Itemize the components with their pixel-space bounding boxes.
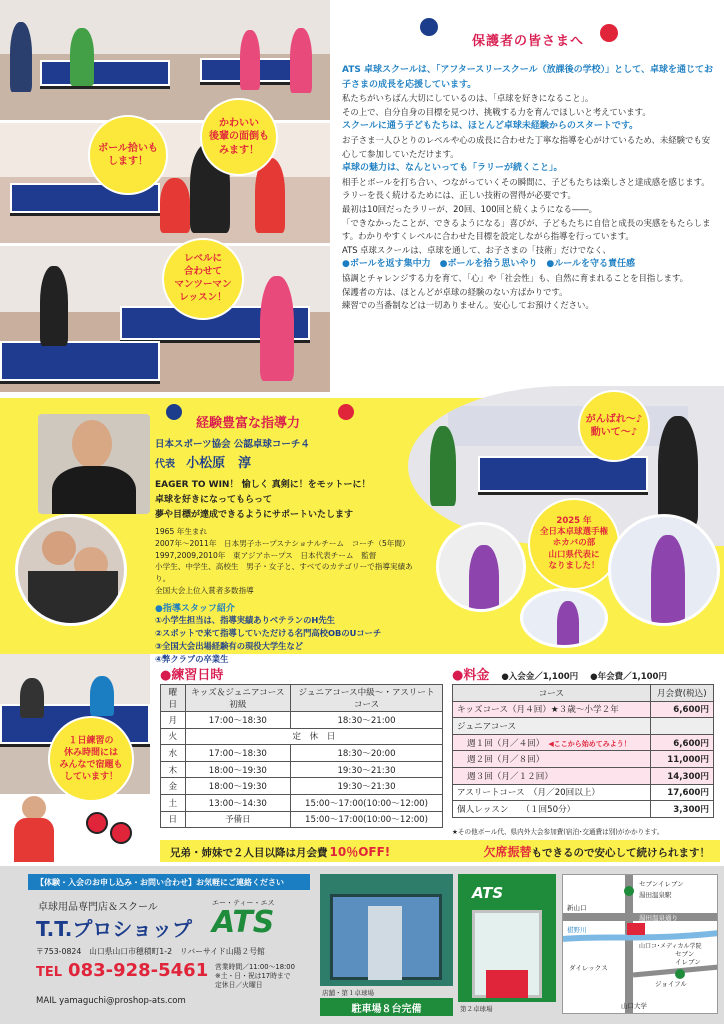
tel-label: TEL	[36, 965, 63, 980]
fees-price	[650, 718, 713, 735]
schedule-kids-time: 17:00〜18:30	[185, 712, 290, 729]
fees-row	[453, 701, 714, 718]
fees-course-name: 週１回（月／４回）	[467, 738, 545, 749]
fees-row	[453, 767, 714, 784]
fees-course-name: キッズコース（月４回）★３歳〜小学２年	[457, 705, 619, 716]
fees-price: 3,300円	[650, 801, 713, 818]
logo-kana: エー・ティー・エス	[212, 899, 275, 907]
fees-title: ●料金	[452, 668, 490, 683]
schedule-kids-time: 13:00〜14:30	[185, 794, 290, 811]
fees-row	[453, 718, 714, 735]
map-label-shinyamaguchi: 新山口	[567, 904, 587, 912]
photo-store-front	[320, 874, 453, 986]
fees-header: 月会費(税込)	[650, 685, 713, 702]
business-hours: 営業時間／11:00〜18:00	[215, 963, 295, 971]
schedule-day: 火	[161, 728, 186, 745]
fees-price: 6,600円	[650, 701, 713, 718]
shop-email[interactable]: MAIL yamaguchi@proshop-ats.com	[36, 996, 186, 1006]
schedule-kids-time: 17:00〜18:30	[185, 745, 290, 762]
map-label-direx: ダイレックス	[569, 964, 608, 972]
intro-paragraph: 協調とチャレンジする力を育て、「心」や「社会性」も、自然に育まれることを目指します。	[342, 272, 689, 283]
parents-message-body	[342, 63, 714, 313]
paddle-icon	[86, 812, 108, 834]
fees-course-name: 週２回（月／８回）	[467, 755, 545, 766]
coach-bio-line: 1997,2009,2010年 東アジアホープス 日本代表チーム 監督	[155, 550, 377, 560]
parents-message	[342, 30, 714, 313]
schedule-day: 日	[161, 811, 186, 828]
business-hours-weekend: ※土・日・祝は17時まで	[215, 972, 291, 981]
intro-paragraph: ATS 卓球スクールは、卓球を通して、お子さまの「技術」だけでなく、	[342, 244, 611, 255]
schedule-row	[161, 728, 443, 745]
intro-paragraph: 私たちがいちばん大切にしているのは、「卓球を好きになること」。	[342, 93, 594, 104]
map-label-yuda-street: 湯田温泉通り	[639, 914, 678, 922]
fees-start-here-note: ◀ここから始めてみよう！	[548, 739, 631, 748]
map-label-medical-school: 山口コ･メディカル学院	[639, 943, 702, 950]
closed-day: 定休日／火曜日	[215, 981, 263, 990]
map-label-fushino-river: 椹野川	[567, 926, 587, 934]
schedule-junior-time: 19:30〜21:30	[291, 761, 443, 778]
schedule-closed: 定 休 日	[185, 728, 442, 745]
schedule-day: 土	[161, 794, 186, 811]
coach-bio-line: 1965 年生まれ	[155, 527, 208, 536]
coach-motto-3: 夢や目標が達成できるようにサポートいたします	[155, 510, 354, 520]
intro-paragraph: 相手とボールを打ち合い、つながっていくその瞬間に、子どもたちは楽しさと達成感を感じます。ラリーを長く続けるためには、正しい技術の習得が必要です。	[342, 176, 710, 201]
bubble-level-lesson: レベルに 合わせて マンツーマン レッスン！	[162, 238, 244, 320]
fees-course	[453, 784, 651, 801]
schedule-day: 木	[161, 761, 186, 778]
intro-paragraph: 保護者の方は、ほとんどが卓球の経験のない方ばかりです。	[342, 286, 568, 297]
gym-logo: ATS	[472, 884, 504, 902]
schedule-kids-time: 18:00〜19:30	[185, 761, 290, 778]
photo-coach-team	[15, 514, 127, 626]
coach-bio-line: 全国大会上位入賞者多数指導	[155, 585, 254, 595]
gym-2-caption: 第２卓球場	[460, 1005, 493, 1013]
staff-item: ④弊クラブの卒業生	[155, 654, 229, 665]
schedule-junior-time: 19:30〜21:30	[291, 778, 443, 795]
logo-text: ATS	[212, 905, 275, 940]
intro-paragraph: お子さま一人ひとりのレベルや心の成長に合わせた丁寧な指導を心がけているため、未経験でも安心して参加していただけます。	[342, 134, 711, 159]
fees-course	[453, 767, 651, 784]
fees-course-name: ジュニアコース	[457, 721, 517, 732]
schedule-table	[160, 684, 443, 828]
fees-course-name: アスリートコース （月／20回以上）	[457, 788, 601, 799]
fees-note: ★その他ボール代、県内外大会参加費(宿泊･交通費は別)がかかります。	[452, 828, 664, 836]
schedule-title: ●練習日時	[160, 668, 224, 683]
schedule-header: ジュニアコース中級〜・アスリートコース	[291, 685, 443, 712]
fees-price: 14,300円	[650, 767, 713, 784]
coach-name: 小松原 淳	[186, 456, 252, 471]
schedule-header: キッズ＆ジュニアコース初級	[185, 685, 290, 712]
parking-badge: 駐車場８台完備	[320, 998, 453, 1016]
fees-course-name: 個人レッスン （１回50分）	[457, 804, 576, 815]
intro-paragraph: 最初は10回だったラリーが、20回、100回と続くようになる――。	[342, 203, 598, 214]
schedule-day: 月	[161, 712, 186, 729]
map-label-seven-eleven: セブンイレブン	[639, 880, 684, 888]
coach-organization: 日本スポーツ協会 公認卓球コーチ４	[155, 439, 310, 450]
fees-row	[453, 751, 714, 768]
photo-player-girl-1	[436, 522, 526, 612]
intro-paragraph: 「できなかったことが、できるようになる」喜びが、子どもたちに自信と成長の実感をもたらします。わかりやすくレベルに合わせた目標を設定しながら指導を行っています。	[342, 217, 711, 242]
coach-section	[0, 398, 724, 665]
discount-banner	[160, 840, 720, 862]
staff-item: ③全国大会出場経験有の現役大学生など	[155, 641, 304, 652]
map-label-seven-eleven-2: セブン イレブン	[675, 950, 701, 966]
intro-paragraph: ●ボールを返す集中力 ●ボールを拾う思いやり ●ルールを守る責任感	[342, 259, 636, 270]
makeup-lesson: 欠席振替	[483, 844, 532, 859]
schedule-row	[161, 794, 443, 811]
contact-header: 【体験・入会のお申し込み・お問い合わせ】お気軽にご連絡ください	[28, 874, 310, 890]
schedule-row	[161, 761, 443, 778]
coach-bio-line: 小学生、中学生、高校生 男子・女子と、すべてのカテゴリーで指導実績あり。	[155, 562, 413, 584]
staff-title: ●指導スタッフ紹介	[155, 603, 235, 614]
schedule-kids-time: 予備日	[185, 811, 290, 828]
fees-course	[453, 734, 651, 751]
paddle-icon	[110, 822, 132, 844]
paddle-icon	[166, 404, 182, 420]
photo-practice-hall	[0, 0, 330, 120]
bubble-champion: 2025 年 全日本卓球選手権 ホカバの部 山口県代表に なりました！	[528, 498, 620, 590]
fees-row	[453, 801, 714, 818]
bubble-cute-juniors: かわいい 後輩の面倒も みます！	[200, 98, 278, 176]
siblings-discount: 兄弟・姉妹で２人目以降は月会費	[170, 846, 328, 859]
photo-player-girl-3	[520, 588, 608, 648]
map-label-yuda-station: 湯田温泉駅	[639, 891, 672, 899]
map-label-joyful: ジョイフル	[655, 980, 687, 988]
bubble-homework: １日練習の 休み時間には みんなで宿題も しています！	[48, 716, 134, 802]
schedule-row	[161, 778, 443, 795]
schedule-day: 水	[161, 745, 186, 762]
schedule-day: 金	[161, 778, 186, 795]
intro-paragraph: 練習での当番制などは一切ありません。安心してお預けください。	[342, 300, 594, 311]
photo-gym-2	[458, 874, 556, 1002]
schedule-junior-time: 18:30〜20:00	[291, 745, 443, 762]
map-label-yamaguchi-university: 山口大学	[621, 1002, 647, 1010]
parents-message-title: 保護者の皆さまへ	[471, 34, 584, 49]
photo-coach	[38, 414, 150, 514]
intro-paragraph: その上で、自分自身の目標を見つけ、挑戦する力を育んでほしいと考えています。	[342, 106, 651, 117]
coach-bio-line: 2007年～2011年 日本男子ホープスナショナルチーム コーチ（5年間）	[155, 538, 410, 548]
fees-course-name: 週３回（月／１２回）	[467, 771, 553, 782]
photo-kid-player	[6, 792, 66, 862]
schedule-kids-time: 18:00〜19:30	[185, 778, 290, 795]
staff-item: ①小学生担当は、指導実績ありベテランのH先生	[155, 614, 335, 625]
staff-list	[155, 614, 420, 667]
staff-item: ②スポットで来て指導していただける名門高校OBのUコーチ	[155, 627, 382, 638]
shop-tagline: 卓球用品専門店＆スクール	[38, 902, 158, 913]
intro-paragraph: スクールに通う子どもたちは、ほとんど卓球未経験からのスタートです。	[342, 121, 639, 132]
access-map	[562, 874, 718, 1014]
coach-bio	[155, 526, 420, 597]
fees-course	[453, 751, 651, 768]
shop-name: T.T.プロショップ	[36, 917, 193, 941]
tel-number[interactable]: 083-928-5461	[68, 960, 209, 981]
fees-row	[453, 784, 714, 801]
siblings-discount-rate: 10％OFF!	[329, 844, 391, 859]
bubble-cheer: がんばれ〜♪ 動いて〜♪	[578, 390, 650, 462]
intro-paragraph: ATS 卓球スクールは、「アフタースリースクール（放課後の学校）」として、卓球を通じてお子さまの成長を応援しています。	[342, 65, 713, 90]
fees-price: 17,600円	[650, 784, 713, 801]
fees-course	[453, 701, 651, 718]
makeup-lesson-text: もできるので安心して続けられます！	[531, 846, 710, 859]
schedule-row	[161, 712, 443, 729]
shop-address: 〒753-0824 山口県山口市穂積町1-2 リバーサイド山陽２号館	[36, 947, 265, 956]
fees-course	[453, 718, 651, 735]
schedule-junior-time: 15:00〜17:00(10:00〜12:00)	[291, 794, 443, 811]
fees-row	[453, 734, 714, 751]
fees-price: 11,000円	[650, 751, 713, 768]
coach-motto-2: 卓球を好きになってもらって	[155, 495, 273, 505]
schedule-header: 曜日	[161, 685, 186, 712]
ats-logo	[212, 898, 274, 938]
annual-fee: ●年会費／1,100円	[590, 672, 667, 682]
fees-table	[452, 684, 714, 818]
schedule-junior-time: 18:30〜21:00	[291, 712, 443, 729]
coach-role: 代表	[155, 459, 175, 470]
schedule-row	[161, 745, 443, 762]
fees-header: コース	[453, 685, 651, 702]
store-caption: 店舗・第１卓球場	[322, 989, 374, 997]
paddle-icon	[338, 404, 354, 420]
photo-player-girl-2	[608, 514, 720, 626]
schedule-row	[161, 811, 443, 828]
coach-motto: EAGER TO WIN！ 愉しく 真剣に！をモットーに！	[155, 480, 371, 490]
bubble-ball-picking: ボール拾いも します！	[88, 115, 168, 195]
intro-paragraph: 卓球の魅力は、なんといっても「ラリーが続くこと」。	[342, 163, 563, 174]
fees-price: 6,600円	[650, 734, 713, 751]
fees-course	[453, 801, 651, 818]
entry-fee: ●入会金／1,100円	[501, 672, 579, 682]
schedule-junior-time: 15:00〜17:00(10:00〜12:00)	[291, 811, 443, 828]
coach-section-title: 経験豊富な指導力	[196, 416, 301, 431]
